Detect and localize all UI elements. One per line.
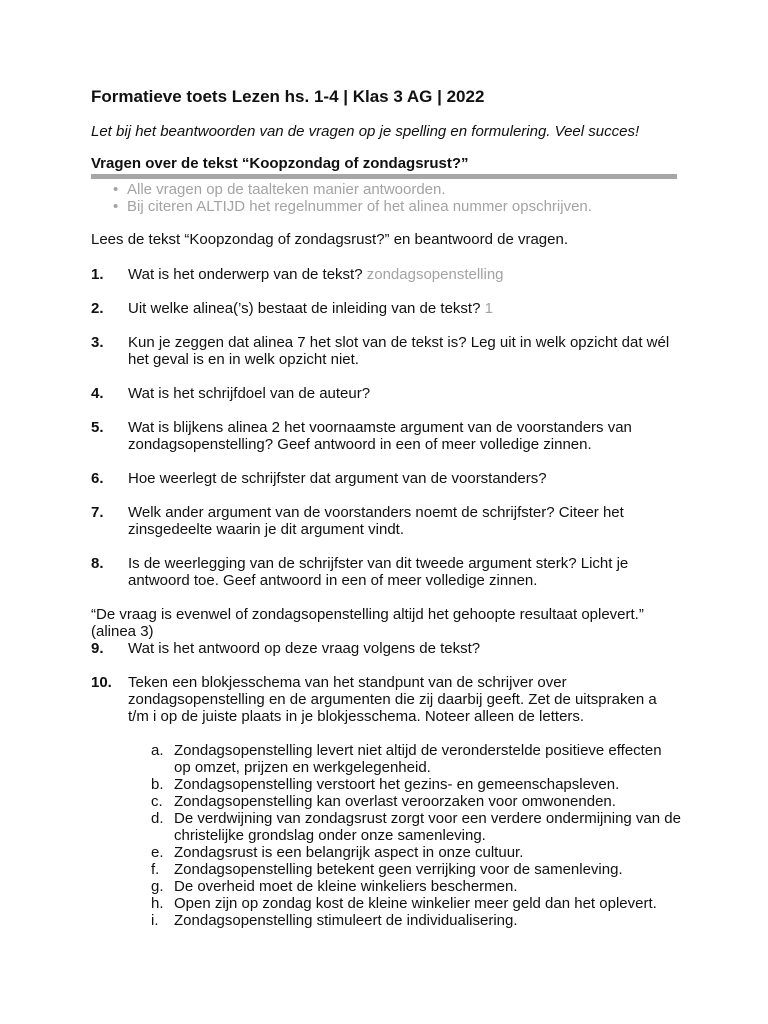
question-text: Teken een blokjesschema van het standpunt van de schrijver over zondagsopenstelling en de argumenten die zij daarbij geeft. Zet de uitspraken a t/m i op de juiste plaats in je blokjesschema. Noteer alleen de letters.	[128, 674, 657, 725]
question-1	[91, 266, 681, 283]
statement-item: e. Zondagsrust is een belangrijk aspect in onze cultuur.	[151, 844, 524, 861]
question-number: 6.	[91, 470, 104, 487]
question-number: 5.	[91, 419, 104, 436]
question-2	[91, 300, 681, 317]
question-text: Is de weerlegging van de schrijfster van dit tweede argument sterk? Licht je antwoord toe. Geef antwoord in een of meer volledige zinnen.	[128, 555, 629, 589]
statement-item: f. Zondagsopenstelling betekent geen verrijking voor de samenleving.	[151, 861, 623, 878]
question-text: Welk ander argument van de voorstanders noemt de schrijfster? Citeer het zinsgedeelte waarin je dit argument vindt.	[128, 504, 624, 538]
statement-item: a. Zondagsopenstelling levert niet altijd de veronderstelde positieve effecten op omzet, prijzen en werkgelegenheid.	[151, 742, 662, 776]
instruction-list	[91, 181, 681, 215]
statement-item: b. Zondagsopenstelling verstoort het gezins- en gemeenschapsleven.	[151, 776, 620, 793]
question-4	[91, 385, 681, 402]
lead-text: Lees de tekst “Koopzondag of zondagsrust?” en beantwoord de vragen.	[91, 231, 568, 248]
document-title: Formatieve toets Lezen hs. 1-4 | Klas 3 AG | 2022	[91, 87, 485, 106]
question-number: 9.	[91, 640, 104, 657]
statement-item: g. De overheid moet de kleine winkeliers beschermen.	[151, 878, 518, 895]
answer-text: zondagsopenstelling	[366, 266, 504, 283]
bullet-icon: •	[113, 181, 119, 198]
answer-text: 1	[484, 300, 493, 317]
question-text: Wat is het antwoord op deze vraag volgens de tekst?	[128, 640, 481, 657]
question-number: 3.	[91, 334, 104, 351]
document	[91, 86, 681, 929]
question-10	[91, 674, 681, 725]
question-text: Wat is het onderwerp van de tekst?	[128, 266, 363, 283]
question-text: Wat is blijkens alinea 2 het voornaamste argument van de voorstanders van zondagsopenstelling? Geef antwoord in een of meer volledige zinnen.	[128, 419, 632, 453]
question-number: 8.	[91, 555, 104, 572]
question-6	[91, 470, 681, 487]
statement-item: h. Open zijn op zondag kost de kleine winkelier meer geld dan het oplevert.	[151, 895, 657, 912]
question-3	[91, 334, 681, 368]
statement-item: c. Zondagsopenstelling kan overlast veroorzaken voor omwonenden.	[151, 793, 616, 810]
intro-instruction: Let bij het beantwoorden van de vragen op je spelling en formulering. Veel succes!	[91, 123, 640, 140]
statement-list	[151, 742, 681, 929]
question-number: 4.	[91, 385, 104, 402]
question-8	[91, 555, 681, 589]
instruction-item: • Alle vragen op de taalteken manier antwoorden.	[113, 181, 446, 198]
bullet-icon: •	[113, 198, 119, 215]
question-text: Uit welke alinea(’s) bestaat de inleiding van de tekst?	[128, 300, 481, 317]
question-number: 7.	[91, 504, 104, 521]
section-heading: Vragen over de tekst “Koopzondag of zondagsrust?”	[91, 155, 469, 172]
question-number: 2.	[91, 300, 104, 317]
question-7	[91, 504, 681, 538]
statement-item: d. De verdwijning van zondagsrust zorgt voor een verdere ondermijning van de christelijke grondslag onder onze samenleving.	[151, 810, 681, 844]
divider	[91, 174, 677, 179]
question-9	[91, 640, 681, 657]
question-number: 1.	[91, 266, 104, 283]
statement-item: i. Zondagsopenstelling stimuleert de individualisering.	[151, 912, 518, 929]
question-5	[91, 419, 681, 453]
question-number: 10.	[91, 674, 112, 691]
instruction-item: • Bij citeren ALTIJD het regelnummer of het alinea nummer opschrijven.	[113, 198, 592, 215]
question-text: Kun je zeggen dat alinea 7 het slot van de tekst is? Leg uit in welk opzicht dat wél het geval is en in welk opzicht niet.	[128, 334, 670, 368]
question-text: Hoe weerlegt de schrijfster dat argument van de voorstanders?	[128, 470, 547, 487]
question-text: Wat is het schrijfdoel van de auteur?	[128, 385, 371, 402]
quote-text: “De vraag is evenwel of zondagsopenstelling altijd het gehoopte resultaat oplevert.” (alinea 3)	[91, 606, 644, 640]
